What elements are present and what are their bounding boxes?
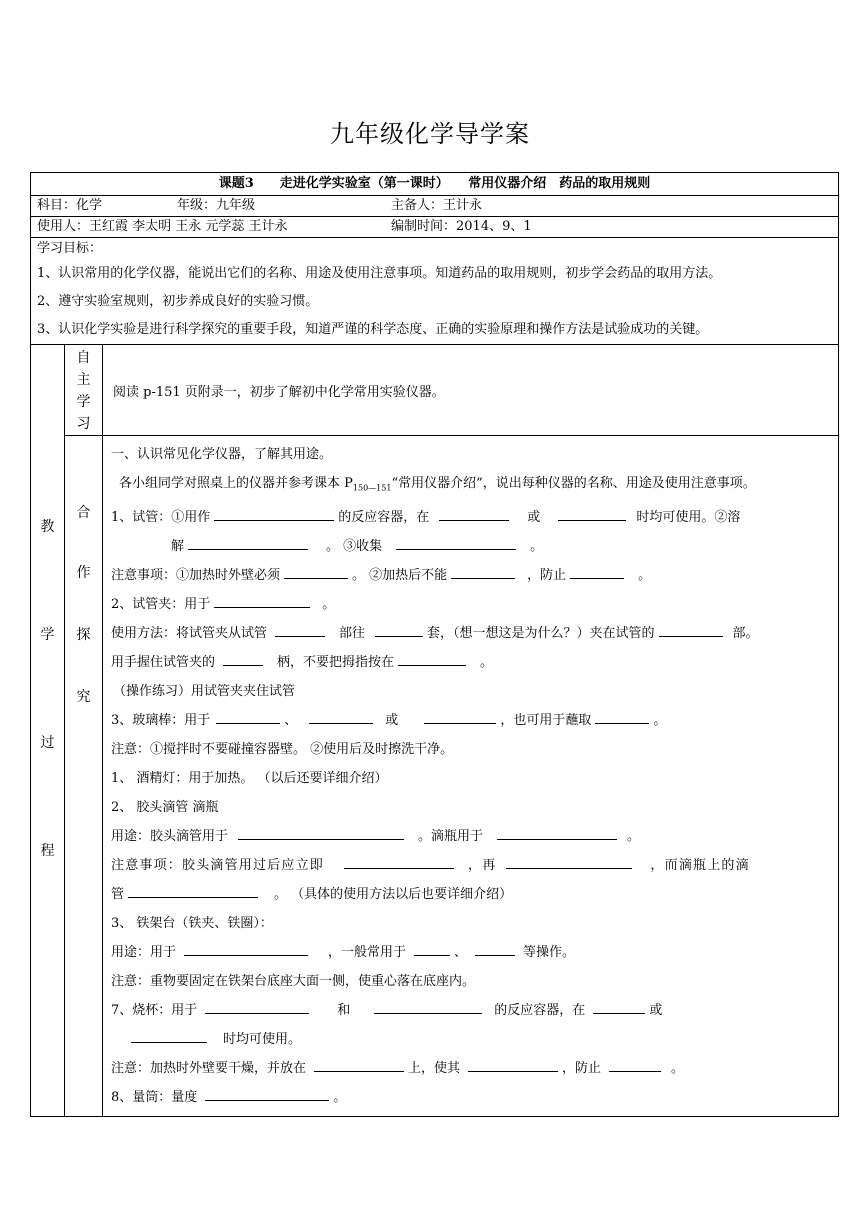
- blank-line[interactable]: [595, 709, 649, 724]
- blank-line[interactable]: [396, 535, 516, 550]
- blank-line[interactable]: [475, 941, 515, 956]
- text-fragment: 。: [530, 538, 544, 554]
- blank-line[interactable]: [344, 854, 454, 869]
- side-char: 习: [76, 416, 91, 432]
- blank-line[interactable]: [375, 622, 423, 637]
- text-fragment: ，也可用于蘸取: [500, 712, 592, 728]
- side-char: 学: [40, 627, 55, 643]
- page-range: 150—151: [352, 483, 392, 493]
- text-fragment: 1、试管：①用作: [111, 509, 211, 525]
- blank-line[interactable]: [374, 999, 482, 1014]
- content-line: [111, 1083, 832, 1112]
- text-fragment: 。: [671, 1060, 685, 1076]
- text-fragment: 注意：加热时外壁要干燥，并放在: [111, 1060, 307, 1076]
- content-line: 3、 铁架台（铁夹、铁圈）：: [111, 915, 273, 931]
- content-line: [111, 851, 832, 880]
- text-fragment: 时均可使用。②溶: [636, 509, 741, 525]
- content-line: [111, 469, 832, 503]
- document-title: 九年级化学导学案: [330, 120, 530, 148]
- goal-item-2: 2、遵守实验室规则，初步养成良好的实验习惯。: [37, 294, 319, 309]
- lesson-plan-table: [30, 172, 839, 1117]
- blank-line[interactable]: [424, 709, 496, 724]
- text-fragment: 。滴瓶用于: [418, 828, 484, 844]
- text-fragment: 。 ②加热后不能: [352, 567, 448, 583]
- side-char: 自: [76, 350, 91, 366]
- text-fragment: 柄，不要把拇指按在: [277, 654, 395, 670]
- users-label: 使用人：王红霞 李太明 王永 元学蕊 王计永: [37, 219, 288, 234]
- text-fragment: ，一般常用于: [328, 944, 407, 960]
- side-char: 合: [76, 505, 91, 521]
- text-fragment: ，防止: [527, 567, 567, 583]
- text-fragment: 。: [322, 596, 336, 612]
- blank-line[interactable]: [216, 709, 280, 724]
- text-fragment: 。: [333, 1089, 347, 1105]
- lesson-title: 课题3 走进化学实验室（第一课时） 常用仪器介绍 药品的取用规则: [31, 173, 839, 196]
- side-char: 主: [76, 372, 91, 388]
- text-fragment: 或: [649, 1002, 663, 1018]
- text-fragment: 。 ③收集: [326, 538, 383, 554]
- text-fragment: ，再: [468, 857, 497, 873]
- text-fragment: 和: [337, 1002, 351, 1018]
- text-fragment: 解: [171, 538, 185, 554]
- content-line: 2、 胶头滴管 滴瓶: [111, 799, 219, 815]
- side-char: 教: [40, 519, 55, 535]
- text-fragment: 。: [480, 654, 494, 670]
- text-fragment: 部。: [732, 625, 759, 641]
- blank-line[interactable]: [314, 1057, 404, 1072]
- text-fragment: 各小组同学对照桌上的仪器并参考课本 P: [119, 476, 353, 491]
- text-fragment: 8、量筒：量度: [111, 1089, 198, 1105]
- self-study-content: 阅读 p-151 页附录一，初步了解初中化学常用实验仪器。: [103, 345, 839, 436]
- side-char: 过: [40, 735, 55, 751]
- content-line: [111, 706, 832, 735]
- content-line: [111, 996, 832, 1025]
- blank-line[interactable]: [188, 535, 308, 550]
- content-line: [111, 532, 832, 561]
- blank-line[interactable]: [205, 999, 309, 1014]
- text-fragment: 部往: [339, 625, 366, 641]
- text-fragment: “常用仪器介绍”，说出每种仪器的名称、用途及使用注意事项。: [391, 476, 756, 491]
- content-line: [111, 619, 832, 648]
- text-fragment: ，而滴瓶上的滴: [650, 857, 750, 873]
- text-fragment: 注意事项：①加热时外壁必须: [111, 567, 281, 583]
- text-fragment: 3、玻璃棒：用于: [111, 712, 211, 728]
- side-char: 作: [76, 565, 91, 581]
- blank-line[interactable]: [439, 506, 509, 521]
- text-fragment: ，防止: [562, 1060, 602, 1076]
- text-fragment: 使用方法：将试管夹从试管: [111, 625, 268, 641]
- text-fragment: 。 （具体的使用方法以后也要详细介绍）: [274, 886, 513, 902]
- blank-line[interactable]: [593, 999, 645, 1014]
- blank-line[interactable]: [214, 506, 334, 521]
- text-fragment: 等操作。: [523, 944, 576, 960]
- info-row-1: [31, 196, 839, 217]
- learning-goals: [31, 238, 839, 345]
- cooperative-inquiry-label: [65, 436, 103, 1117]
- content-line: [111, 822, 832, 851]
- content-line: 一、认识常见化学仪器，了解其用途。: [111, 447, 333, 462]
- text-fragment: 时均可使用。: [223, 1031, 302, 1047]
- date-label: 编制时间：2014、9、1: [391, 219, 532, 234]
- preparer-label: 主备人：王计永: [391, 198, 483, 213]
- goal-item-1: 1、认识常用的化学仪器，能说出它们的名称、用途及使用注意事项。知道药品的取用规则，初步学会药品的取用方法。: [37, 266, 722, 281]
- grade-label: 年级：九年级: [177, 198, 256, 213]
- side-char: 探: [76, 627, 91, 643]
- text-fragment: 。: [638, 567, 652, 583]
- blank-line[interactable]: [558, 506, 626, 521]
- text-fragment: 。: [653, 712, 667, 728]
- teaching-process-label: [31, 345, 65, 1117]
- blank-line[interactable]: [451, 564, 515, 579]
- text-fragment: 上，使其: [408, 1060, 461, 1076]
- blank-line[interactable]: [284, 564, 348, 579]
- content-line: （操作练习）用试管夹夹住试管: [113, 683, 296, 699]
- blank-line[interactable]: [497, 825, 617, 840]
- info-row-2: [31, 217, 839, 238]
- content-line: [111, 648, 832, 677]
- subject-label: 科目：化学: [37, 198, 103, 213]
- content-line: [111, 880, 832, 909]
- blank-line[interactable]: [468, 1057, 558, 1072]
- text-fragment: 管: [111, 886, 125, 902]
- text-fragment: 套，（想一想这是为什么？）夹在试管的: [427, 625, 655, 641]
- text-fragment: 用手握住试管夹的: [111, 654, 216, 670]
- text-fragment: 的反应容器，在: [338, 509, 430, 525]
- self-study-label: [65, 345, 103, 436]
- blank-line[interactable]: [414, 941, 450, 956]
- blank-line[interactable]: [506, 854, 632, 869]
- blank-line[interactable]: [659, 622, 723, 637]
- content-line: [111, 1054, 832, 1083]
- blank-line[interactable]: [238, 825, 404, 840]
- text-fragment: 注意事项：胶头滴管用过后应立即: [111, 857, 325, 873]
- blank-line[interactable]: [214, 593, 310, 608]
- content-line: [111, 503, 832, 532]
- text-fragment: 、: [284, 712, 298, 728]
- blank-line[interactable]: [184, 941, 308, 956]
- side-char: 学: [76, 394, 91, 410]
- content-line: [111, 938, 832, 967]
- content-line: 1、 酒精灯：用于加热。 （以后还要详细介绍）: [111, 770, 388, 786]
- goals-label: 学习目标：: [37, 241, 103, 256]
- content-line: [111, 1025, 832, 1054]
- text-fragment: 的反应容器，在: [494, 1002, 586, 1018]
- text-fragment: 、: [454, 944, 468, 960]
- blank-line[interactable]: [609, 1057, 661, 1072]
- side-char: 程: [40, 843, 55, 859]
- text-fragment: 用途：胶头滴管用于: [111, 828, 229, 844]
- text-fragment: 或: [385, 712, 399, 728]
- blank-line[interactable]: [275, 622, 325, 637]
- content-line: 注意：重物要固定在铁架台底座大面一侧，使重心落在底座内。: [111, 973, 476, 989]
- side-char: 究: [76, 689, 91, 705]
- blank-line[interactable]: [205, 1086, 329, 1101]
- blank-line[interactable]: [570, 564, 624, 579]
- text-fragment: 。: [627, 828, 641, 844]
- blank-line[interactable]: [223, 651, 263, 666]
- text-fragment: 7、烧杯：用于: [111, 1002, 198, 1018]
- content-line: 注意：①搅拌时不要碰撞容器壁。 ②使用后及时擦洗干净。: [111, 741, 454, 757]
- blank-line[interactable]: [131, 1028, 207, 1043]
- text-fragment: 用途：用于: [111, 944, 177, 960]
- blank-line[interactable]: [398, 651, 466, 666]
- blank-line[interactable]: [309, 709, 373, 724]
- content-line: [111, 590, 832, 619]
- cooperative-inquiry-content: [103, 436, 839, 1117]
- blank-line[interactable]: [128, 883, 258, 898]
- goal-item-3: 3、认识化学实验是进行科学探究的重要手段，知道严谨的科学态度、正确的实验原理和操作方法是试验成功的关键。: [37, 322, 709, 337]
- text-fragment: 2、试管夹：用于: [111, 596, 211, 612]
- content-line: [111, 561, 832, 590]
- text-fragment: 或: [527, 509, 541, 525]
